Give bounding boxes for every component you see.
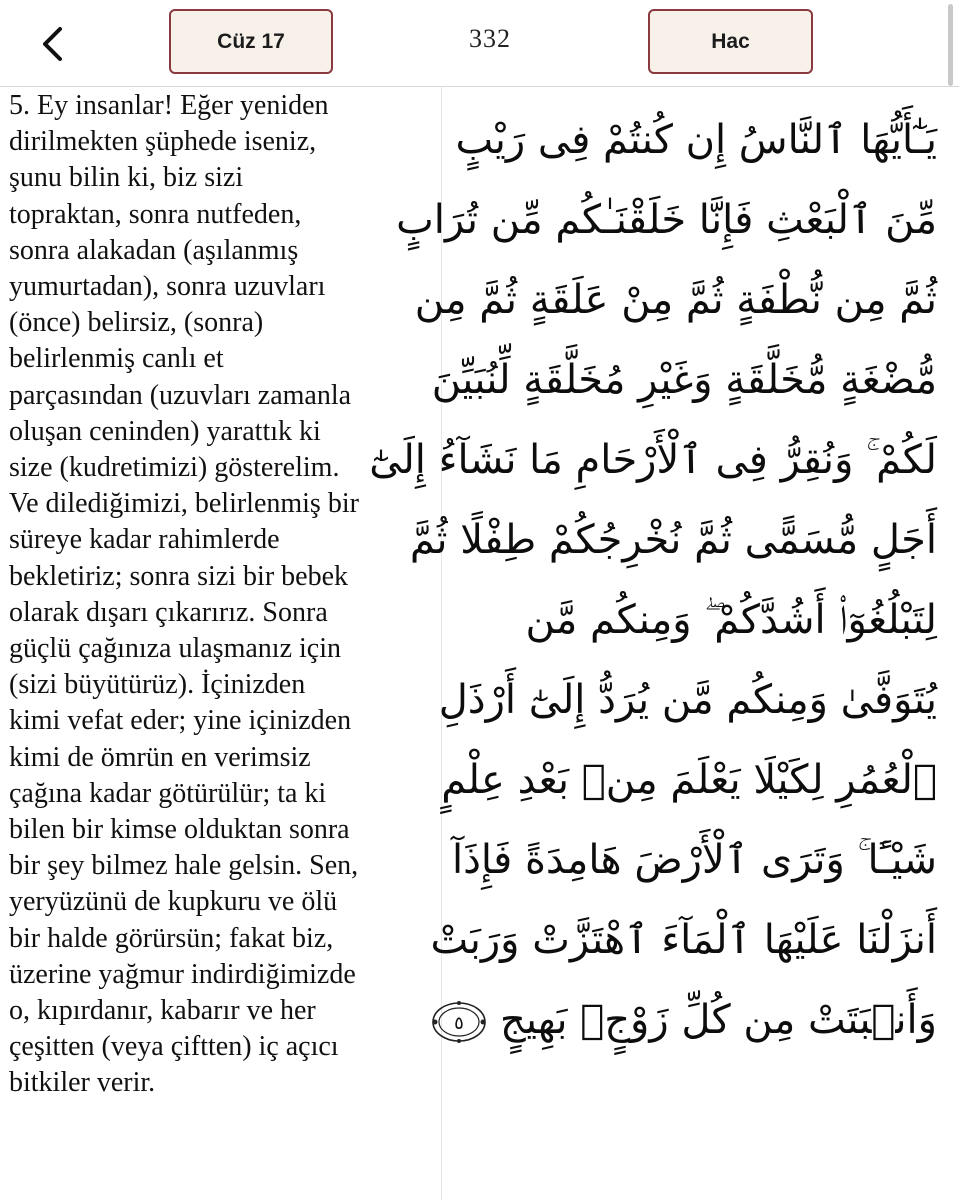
top-bar [0,0,959,87]
juz-button[interactable]: Cüz 17 [169,9,333,74]
page-number: 332 [469,24,511,53]
arabic-line: أَنزَلْنَا عَلَيْهَا ٱلْمَآءَ ٱهْتَزَّتْ وَرَبَتْ [430,917,937,963]
arabic-line: يُتَوَفَّىٰ وَمِنكُم مَّن يُرَدُّ إِلَىٰٓ أَرْذَلِ [438,677,937,723]
arabic-line: ثُمَّ مِن نُّطْفَةٍ ثُمَّ مِنْ عَلَقَةٍ ثُمَّ مِن [414,277,937,323]
arabic-line: لَكُمْ ۚ وَنُقِرُّ فِى ٱلْأَرْحَامِ مَا نَشَآءُ إِلَىٰٓ [369,437,937,483]
page-content [0,86,959,1200]
arabic-line: مُّضْغَةٍ مُّخَلَّقَةٍ وَغَيْرِ مُخَلَّقَةٍ لِّنُبَيِّنَ [431,357,937,403]
arabic-line: أَجَلٍ مُّسَمًّى ثُمَّ نُخْرِجُكُمْ طِفْلًا ثُمَّ [409,517,937,563]
verse-end-ornament-icon [431,1000,487,1044]
arabic-line-last [454,980,937,1060]
scrollbar[interactable] [948,4,953,86]
arabic-line-text: وَأَنۢبَتَتْ مِن كُلِّ زَوْجٍۭ بَهِيجٍ [500,997,937,1043]
surah-button[interactable]: Hac [648,9,813,74]
arabic-line: يَـٰٓأَيُّهَا ٱلنَّاسُ إِن كُنتُمْ فِى رَيْبٍ [455,117,937,163]
chevron-left-icon [40,26,64,62]
back-button[interactable] [30,22,74,66]
arabic-line: مِّنَ ٱلْبَعْثِ فَإِنَّا خَلَقْنَـٰكُم مِّن تُرَابٍ [396,197,937,243]
verse-number: ٥ [454,1013,465,1034]
arabic-line: شَيْـًٔا ۚ وَتَرَى ٱلْأَرْضَ هَامِدَةً فَإِذَآ [452,837,937,883]
arabic-text [369,100,937,1060]
arabic-line: ٱلْعُمُرِ لِكَيْلَا يَعْلَمَ مِنۢ بَعْدِ عِلْمٍ [441,757,937,803]
arabic-line: لِتَبْلُغُوٓا۟ أَشُدَّكُمْ ۖ وَمِنكُم مَّن [525,597,937,643]
verse-translation: 5. Ey insanlar! Eğer yeniden dirilmekten şüphede iseniz, şunu bilin ki, biz sizi topraktan, sonra nutfeden, sonra alakadan (aşılanmış yumurtadan), sonra uzuvları (önce) belirsiz, (sonra) belirlenmiş canlı et parçasından (uzuvları zamanla oluşan ceninden) yarattık ki size (kudretimizi) gösterelim. Ve dilediğimizi, belirlenmiş bir süreye kadar rahimlerde bekletiriz; sonra sizi bir bebek olarak dışarı çıkarırız. Sonra güçlü çağınıza ulaşmanız için (sizi büyütürüz). İçinizden kimi vefat eder; yine içinizden kimi de ömrün en verimsiz çağına kadar götürülür; ta ki bilen bir kimse olduktan sonra bir şey bilmez hale gelsin. Sen, yeryüzünü de kupkuru ve ölü bir halde görürsün; fakat biz, üzerine yağmur indirdiğimizde o, kıpırdanır, kabarır ve her çeşitten (veya çiftten) iç açıcı bitkiler verir. [9,90,359,1099]
